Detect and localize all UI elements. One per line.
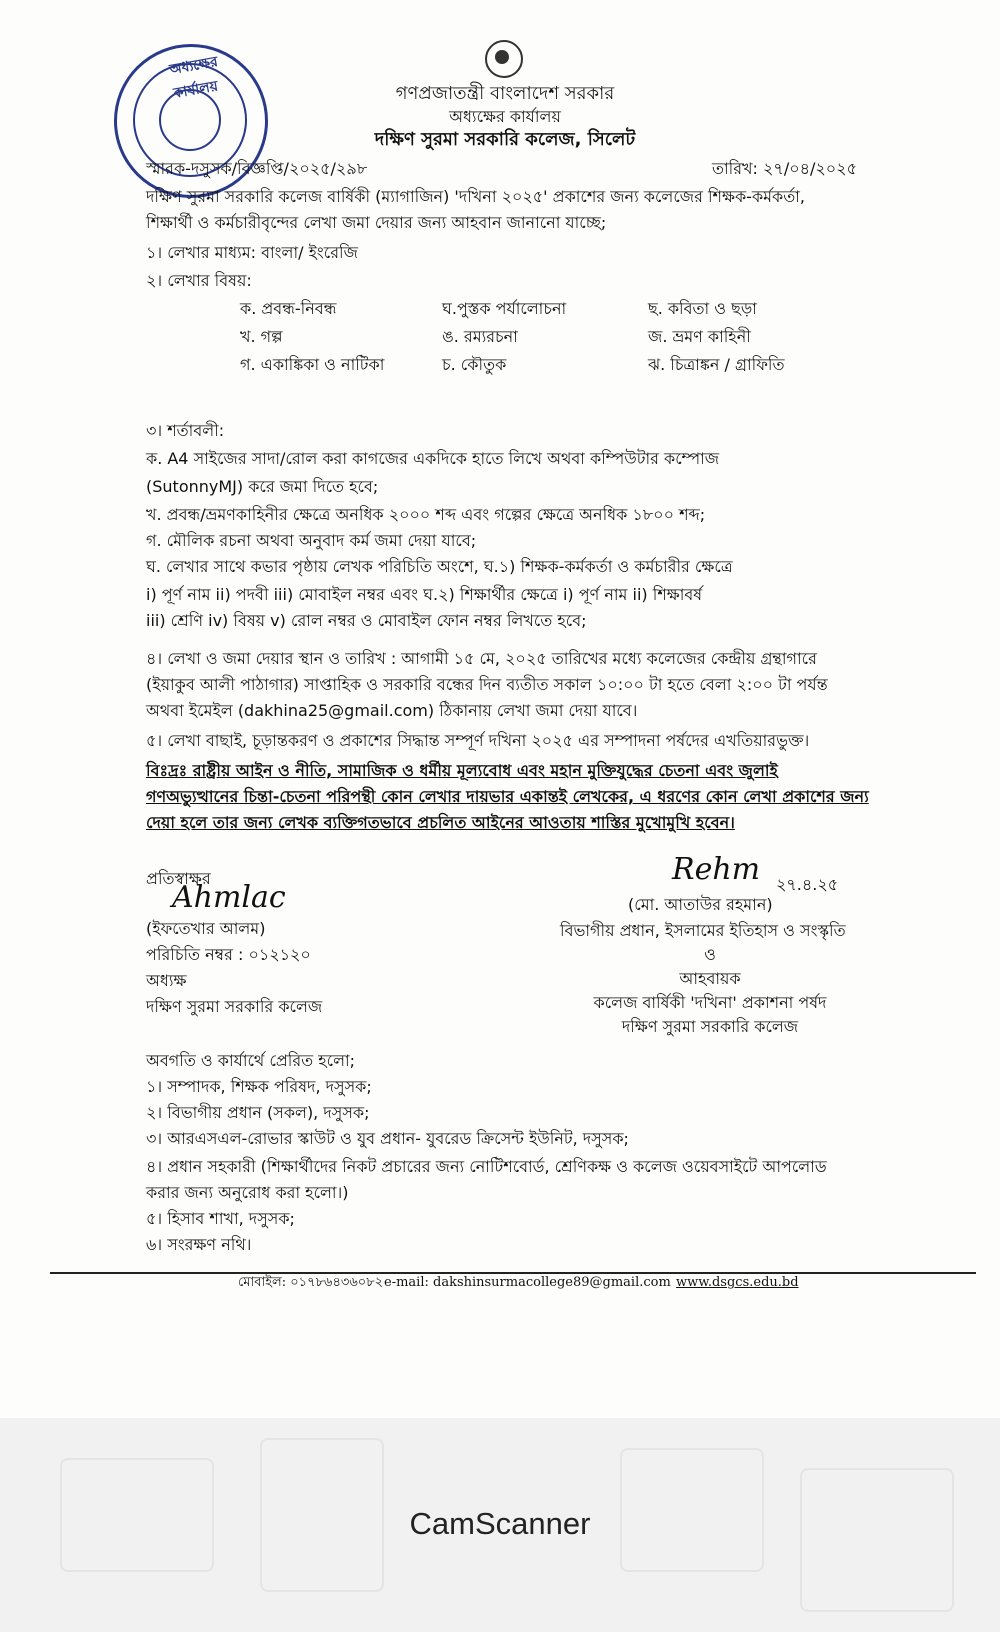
medium-line: ১। লেখার মাধ্যম: বাংলা/ ইংরেজি (146, 243, 358, 262)
principal-id: পরিচিতি নম্বর : ০১২১২০ (146, 945, 311, 964)
intro-line-2: শিক্ষার্থী ও কর্মচারীবৃন্দের লেখা জমা দেয়ার জন্য আহবান জানানো যাচ্ছে; (146, 213, 607, 232)
footer-phone: মোবাইল: ০১৭৮৬৪৩৬০৮২ (238, 1275, 384, 1290)
footer-website: www.dsgcs.edu.bd (676, 1275, 799, 1290)
topic-item: ঘ.পুস্তক পর্যালোচনা (442, 299, 567, 318)
header-government: গণপ্রজাতন্ত্রী বাংলাদেশ সরকার (395, 83, 615, 104)
convener-line: ও (704, 945, 716, 964)
condition-line: (SutonnyMJ) করে জমা দিতে হবে; (146, 477, 379, 496)
note-line: দেয়া হলে তার জন্য লেখক ব্যক্তিগতভাবে প্রচলিত আইনের আওতায় শাস্তির মুখোমুখি হবেন। (146, 813, 735, 832)
condition-line: ঘ. লেখার সাথে কভার পৃষ্ঠায় লেখক পরিচিতি অংশে, ঘ.১) শিক্ষক-কর্মকর্তা ও কর্মচারীর ক্ষেত্রে (146, 557, 733, 576)
cc-item: ৪। প্রধান সহকারী (শিক্ষার্থীদের নিকট প্রচারের জন্য নোটিশবোর্ড, শ্রেণিকক্ষ ও কলেজ ওয়েবসাইটে আপলোড (146, 1157, 827, 1176)
convener-line: বিভাগীয় প্রধান, ইসলামের ইতিহাস ও সংস্কৃতি (560, 921, 846, 940)
topic-item: খ. গল্প (240, 327, 283, 346)
principal-org: দক্ষিণ সুরমা সরকারি কলেজ (146, 997, 323, 1016)
condition-line: গ. মৌলিক রচনা অথবা অনুবাদ কর্ম জমা দেয়া যাবে; (146, 531, 477, 550)
topic-item: ঝ. চিত্রাঙ্কন / গ্রাফিতি (648, 355, 785, 374)
convener-line: কলেজ বার্ষিকী 'দখিনা' প্রকাশনা পর্ষদ (593, 993, 827, 1012)
topics-heading: ২। লেখার বিষয়: (146, 271, 252, 290)
topic-item: গ. একাঙ্কিকা ও নাটিকা (240, 355, 385, 374)
topic-item: ঙ. রম্যরচনা (442, 327, 518, 346)
decision-line: ৫। লেখা বাছাই, চূড়ান্তকরণ ও প্রকাশের সিদ্ধান্ত সম্পূর্ণ দখিনা ২০২৫ এর সম্পাদনা পর্ষদের এখতিয়ারভুক্ত। (146, 731, 810, 750)
cc-item: ৩। আরএসএল-রোভার স্কাউট ও যুব প্রধান- যুবরেড ক্রিসেন্ট ইউনিট, দসুসক; (146, 1129, 629, 1148)
principal-title: অধ্যক্ষ (146, 971, 187, 990)
principal-signature: Ahmlac (172, 880, 286, 915)
convener-line: দক্ষিণ সুরমা সরকারি কলেজ (621, 1017, 799, 1036)
condition-line: ক. A4 সাইজের সাদা/রোল করা কাগজের একদিকে হাতে লিখে অথবা কম্পিউটার কম্পোজ (146, 449, 720, 468)
principal-name: (ইফতেখার আলম) (146, 919, 266, 938)
seal-text: অধ্যক্ষের কার্যালয় (168, 54, 220, 102)
government-emblem-icon (485, 40, 523, 78)
topic-item: ছ. কবিতা ও ছড়া (648, 299, 757, 318)
memo-date: তারিখ: ২৭/০৪/২০২৫ (712, 159, 857, 178)
convener-name: (মো. আতাউর রহমান) (628, 895, 773, 914)
intro-line-1: দক্ষিণ সুরমা সরকারি কলেজ বার্ষিকী (ম্যাগাজিন) 'দখিনা ২০২৫' প্রকাশের জন্য কলেজের শিক্ষক-কর্মকর্তা, (146, 187, 805, 206)
cc-item: ২। বিভাগীয় প্রধান (সকল), দসুসক; (146, 1103, 370, 1122)
condition-line: খ. প্রবন্ধ/ভ্রমণকাহিনীর ক্ষেত্রে অনধিক ২০০০ শব্দ এবং গল্পের ক্ষেত্রে অনধিক ১৮০০ শব্দ; (146, 505, 706, 524)
header-college: দক্ষিণ সুরমা সরকারি কলেজ, সিলেট (374, 129, 636, 150)
cc-item: করার জন্য অনুরোধ করা হলো।) (146, 1183, 349, 1202)
cc-item: ৬। সংরক্ষণ নথি। (146, 1235, 252, 1254)
condition-line: i) পূর্ণ নাম ii) পদবী iii) মোবাইল নম্বর এবং ঘ.২) শিক্ষার্থীর ক্ষেত্রে i) পূর্ণ নাম ii) শিক্ষাবর্ষ (146, 585, 703, 604)
cc-item: ১। সম্পাদক, শিক্ষক পরিষদ, দসুসক; (146, 1077, 372, 1096)
cc-item: ৫। হিসাব শাখা, দসুসক; (146, 1209, 295, 1228)
convener-line: আহবায়ক (679, 969, 741, 988)
topic-item: জ. ভ্রমণ কাহিনী (648, 327, 751, 346)
convener-signature: Rehm (672, 852, 761, 887)
conditions-heading: ৩। শর্তাবলী: (146, 421, 225, 440)
condition-line: iii) শ্রেণি iv) বিষয় v) রোল নম্বর ও মোবাইল ফোন নম্বর লিখতে হবে; (146, 611, 587, 630)
note-line: বিঃদ্রঃ রাষ্ট্রীয় আইন ও নীতি, সামাজিক ও ধর্মীয় মূল্যবোধ এবং মহান মুক্তিযুদ্ধের চেতনা এবং জুলাই (146, 761, 778, 780)
topic-item: ক. প্রবন্ধ-নিবন্ধ (240, 299, 337, 318)
memo-reference: স্মারক-দসুসক/বিজ্ঞপ্তি/২০২৫/২৯৮ (146, 159, 368, 178)
topic-item: চ. কৌতুক (442, 355, 507, 374)
camscanner-logo-text: CamScanner (409, 1506, 591, 1541)
cc-heading: অবগতি ও কার্যার্থে প্রেরিত হলো; (146, 1051, 356, 1070)
note-line: গণঅভ্যুত্থানের চিন্তা-চেতনা পরিপন্থী কোন লেখার দায়ভার একান্তই লেখকের, এ ধরণের কোন লেখা প্রকাশের জন্য (146, 787, 869, 806)
footer-email: e-mail: dakshinsurmacollege89@gmail.com (384, 1275, 671, 1290)
signature-date: ২৭.৪.২৫ (776, 875, 839, 894)
header-office: অধ্যক্ষের কার্যালয় (449, 107, 561, 126)
place-line: (ইয়াকুব আলী পাঠাগার) সাপ্তাহিক ও সরকারি বন্ধের দিন ব্যতীত সকাল ১০:০০ টা হতে বেলা ২:০০ টা পর্যন্ত (146, 675, 828, 694)
place-line: ৪। লেখা ও জমা দেয়ার স্থান ও তারিখ : আগামী ১৫ মে, ২০২৫ তারিখের মধ্যে কলেজের কেন্দ্রীয় গ্রন্থাগারে (146, 649, 817, 668)
place-line: অথবা ইমেইল (dakhina25@gmail.com) ঠিকানায় লেখা জমা দেয়া যাবে। (146, 701, 638, 720)
countersign-label: প্রতিস্বাক্ষর (146, 869, 211, 888)
